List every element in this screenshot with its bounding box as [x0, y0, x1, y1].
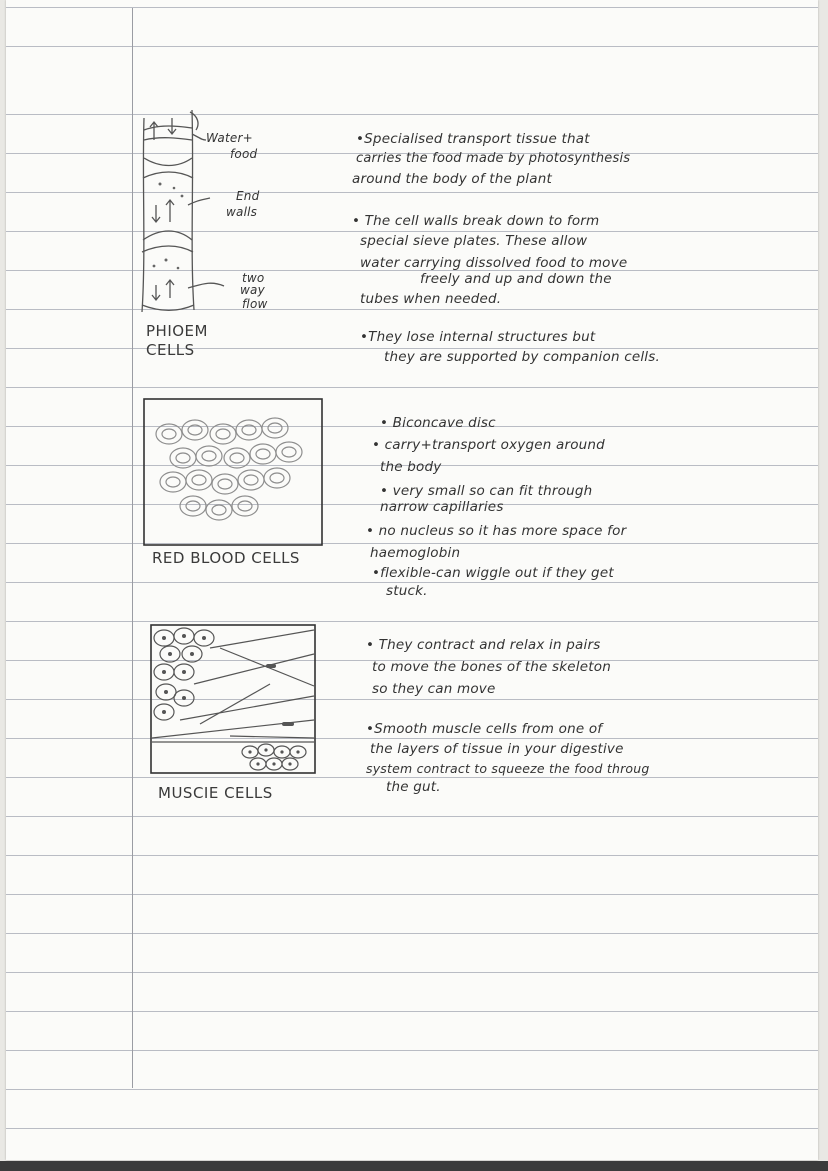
label-two-way: two	[242, 271, 265, 285]
muscle-cells-diagram	[150, 624, 316, 774]
muscle-note-line: •Smooth muscle cells from one of	[366, 721, 603, 737]
muscle-note-line: system contract to squeeze the food throug	[366, 761, 650, 776]
label-two-way-2: way	[240, 283, 265, 297]
phloem-caption-2: CELLS	[146, 341, 195, 359]
page-bottom-edge	[0, 1161, 828, 1171]
phloem-note-line: around the body of the plant	[352, 171, 552, 187]
phloem-note-line: tubes when needed.	[360, 291, 502, 307]
rbc-note-line: •flexible-can wiggle out if they get	[372, 565, 614, 581]
rbc-note-line: • very small so can fit through	[380, 483, 593, 499]
label-end-walls: End	[236, 189, 260, 203]
muscle-cells-caption: MUSCIE CELLS	[158, 784, 273, 802]
phloem-note-line: freely and up and down the	[420, 271, 612, 287]
rbc-note-line: stuck.	[386, 583, 428, 599]
rbc-note-line: the body	[380, 459, 442, 475]
phloem-note-line: special sieve plates. These allow	[360, 233, 588, 249]
phloem-note-line: •They lose internal structures but	[360, 329, 596, 345]
muscle-note-line: the gut.	[386, 779, 441, 795]
red-blood-cells-caption: RED BLOOD CELLS	[152, 549, 300, 567]
label-water-food: Water+	[206, 131, 253, 145]
phloem-caption: PHIOEM	[146, 322, 208, 340]
rbc-note-line: • Biconcave disc	[380, 415, 496, 431]
rbc-note-line: narrow capillaries	[380, 499, 504, 515]
phloem-note-line: • The cell walls break down to form	[352, 213, 600, 229]
muscle-note-line: the layers of tissue in your digestive	[370, 741, 624, 757]
rbc-note-line: • carry+transport oxygen around	[372, 437, 605, 453]
phloem-note-line: they are supported by companion cells.	[384, 349, 660, 365]
phloem-note-line: water carrying dissolved food to move	[360, 255, 628, 271]
muscle-note-line: to move the bones of the skeleton	[372, 659, 611, 675]
muscle-note-line: • They contract and relax in pairs	[366, 637, 601, 653]
rbc-note-line: • no nucleus so it has more space for	[366, 523, 627, 539]
label-end-walls-2: walls	[226, 205, 258, 219]
rbc-note-line: haemoglobin	[370, 545, 461, 561]
red-blood-cells-diagram	[143, 398, 323, 546]
phloem-note-line: •Specialised transport tissue that	[356, 131, 590, 147]
label-water-food-2: food	[230, 147, 258, 161]
muscle-note-line: so they can move	[372, 681, 496, 697]
label-two-way-3: flow	[242, 297, 268, 311]
phloem-note-line: carries the food made by photosynthesis	[356, 151, 631, 166]
